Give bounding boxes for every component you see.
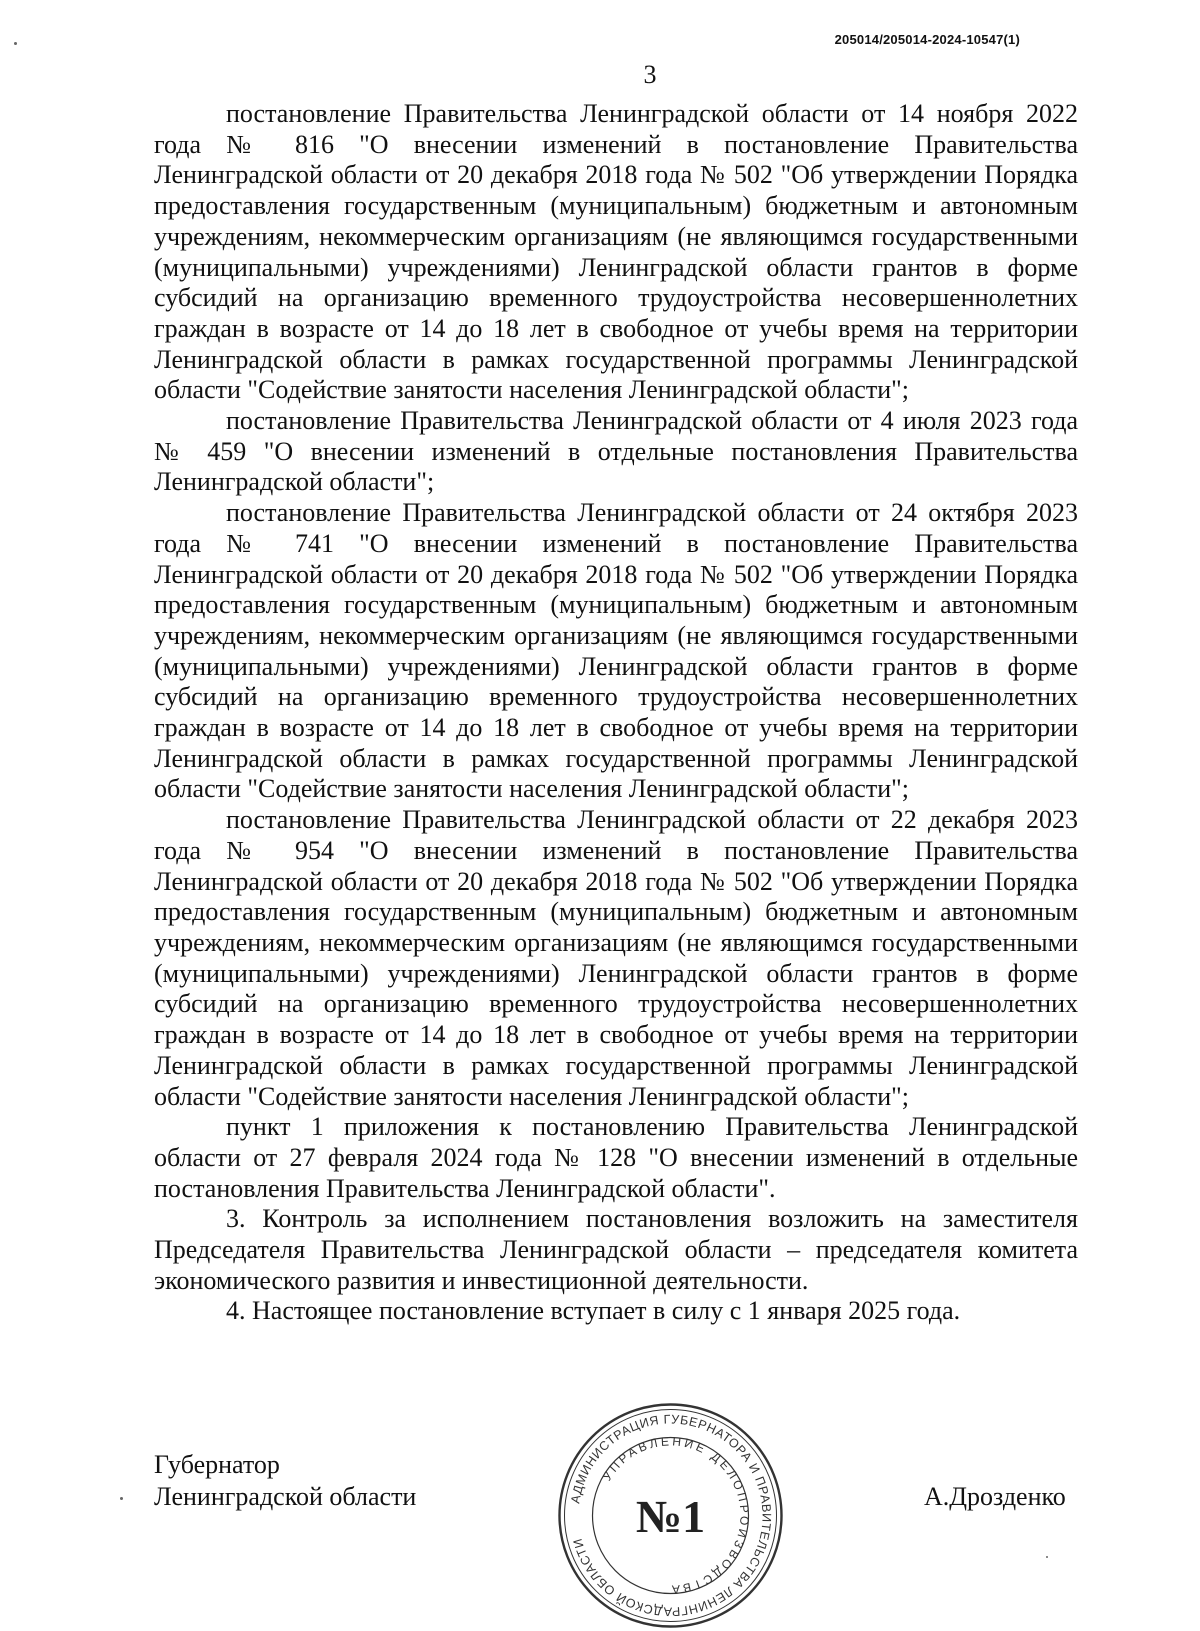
- paragraph-resolution-741: постановление Правительства Ленинградской области от 24 октября 2023 года № 741 "О внесении изменений в постановление Правительства Ленинградской области от 20 декабря 2018 года № 502 "Об утверждении Порядка предоставления государственным (муниципальным) бюджетным и автономным учреждениям, некоммерческим организациям (не являющимся государственными (муниципальными) учреждениями) Ленинградской области грантов в форме субсидий на организацию временного трудоустройства несовершеннолетних граждан в возрасте от 14 до 18 лет в свободное от учебы время на территории Ленинградской области в рамках государственной программы Ленинградской области "Содействие занятости населения Ленинградской области";: [154, 498, 1078, 804]
- signatory-name: А.Дрозденко: [924, 1482, 1066, 1511]
- page-number: 3: [643, 60, 657, 89]
- seal-outer-text: АДМИНИСТРАЦИЯ ГУБЕРНАТОРА И ПРАВИТЕЛЬСТВА ЛЕНИНГРАДСКОЙ ОБЛАСТИ: [568, 1412, 774, 1619]
- paragraph-control-clause: 3. Контроль за исполнением постановления возложить на заместителя Председателя Правительства Ленинградской области – председателя комитета экономического развития и инвестиционной деятельности.: [154, 1204, 1078, 1295]
- document-registration-number: 205014/205014-2024-10547(1): [834, 32, 1020, 47]
- official-seal: [555, 1400, 786, 1631]
- signatory-title-line2: Ленинградской области: [154, 1482, 417, 1511]
- seal-inner-text: УПРАВЛЕНИЕ ДЕЛОПРОИЗВОДСТВА: [599, 1434, 752, 1597]
- document-body: [154, 99, 1078, 1327]
- scan-speck: [1046, 1556, 1048, 1558]
- paragraph-resolution-816: постановление Правительства Ленинградской области от 14 ноября 2022 года № 816 "О внесении изменений в постановление Правительства Ленинградской области от 20 декабря 2018 года № 502 "Об утверждении Порядка предоставления государственным (муниципальным) бюджетным и автономным учреждениям, некоммерческим организациям (не являющимся государственными (муниципальными) учреждениями) Ленинградской области грантов в форме субсидий на организацию временного трудоустройства несовершеннолетних граждан в возрасте от 14 до 18 лет в свободное от учебы время на территории Ленинградской области в рамках государственной программы Ленинградской области "Содействие занятости населения Ленинградской области";: [154, 99, 1078, 405]
- seal-center-number: №1: [635, 1491, 706, 1542]
- paragraph-resolution-459: постановление Правительства Ленинградской области от 4 июля 2023 года № 459 "О внесении изменений в отдельные постановления Правительства Ленинградской области";: [154, 406, 1078, 497]
- paragraph-effective-date: 4. Настоящее постановление вступает в силу с 1 января 2025 года.: [226, 1296, 961, 1326]
- scan-speck: [14, 42, 17, 45]
- paragraph-resolution-128: пункт 1 приложения к постановлению Правительства Ленинградской области от 27 февраля 2024 года № 128 "О внесении изменений в отдельные постановления Правительства Ленинградской области".: [154, 1112, 1078, 1203]
- signatory-title: [154, 1449, 416, 1513]
- paragraph-resolution-954: постановление Правительства Ленинградской области от 22 декабря 2023 года № 954 "О внесении изменений в постановление Правительства Ленинградской области от 20 декабря 2018 года № 502 "Об утверждении Порядка предоставления государственным (муниципальным) бюджетным и автономным учреждениям, некоммерческим организациям (не являющимся государственными (муниципальными) учреждениями) Ленинградской области грантов в форме субсидий на организацию временного трудоустройства несовершеннолетних граждан в возрасте от 14 до 18 лет в свободное от учебы время на территории Ленинградской области в рамках государственной программы Ленинградской области "Содействие занятости населения Ленинградской области";: [154, 805, 1078, 1111]
- scan-speck: [120, 1497, 123, 1500]
- signatory-title-line1: Губернатор: [154, 1450, 280, 1479]
